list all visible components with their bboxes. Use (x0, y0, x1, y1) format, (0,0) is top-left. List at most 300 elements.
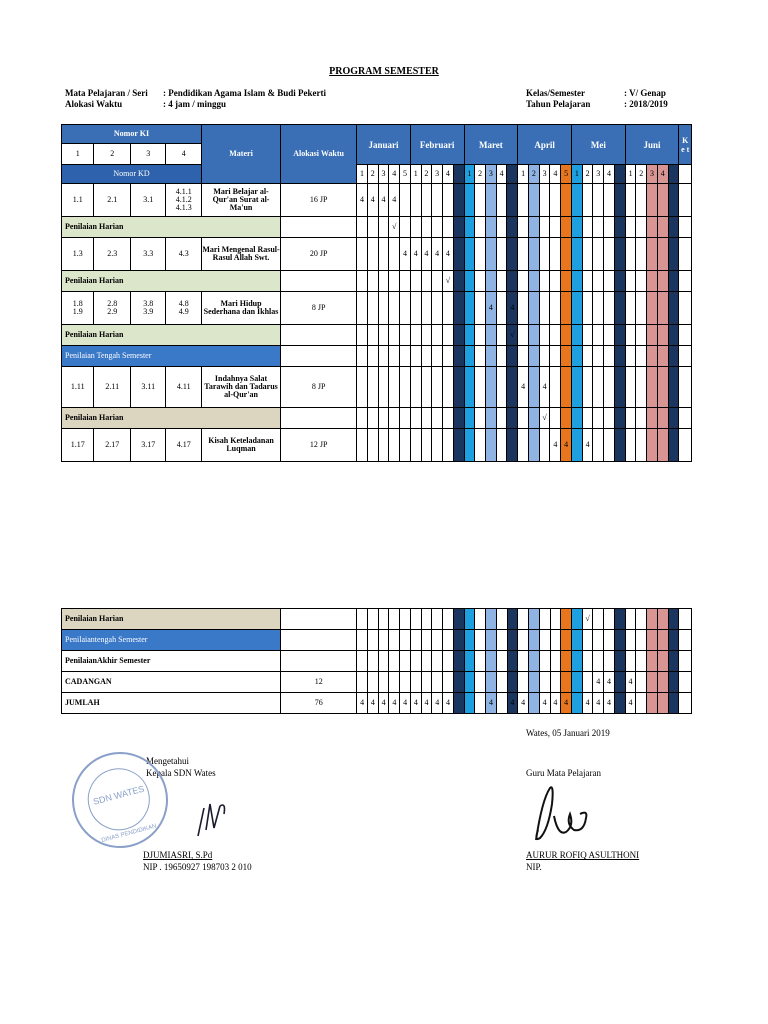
week-cell (561, 367, 572, 408)
week-cell (625, 271, 636, 292)
week-cell (432, 325, 443, 346)
week-cell (496, 367, 507, 408)
week-cell (539, 184, 550, 217)
week-cell: 4 (410, 693, 421, 714)
week-cell (367, 408, 378, 429)
mapel-label: Mata Pelajaran / Seri (65, 88, 148, 98)
week-cell (432, 429, 443, 462)
week-cell (410, 184, 421, 217)
week-cell (636, 292, 647, 325)
week-cell (400, 609, 411, 630)
week-cell (518, 429, 529, 462)
jp-cell (281, 630, 357, 651)
week-cell (367, 271, 378, 292)
week-cell (571, 609, 582, 630)
week-cell (550, 217, 561, 238)
week-cell (496, 408, 507, 429)
week-cell (410, 292, 421, 325)
week-cell (625, 325, 636, 346)
week-cell (421, 408, 432, 429)
table-row (62, 672, 692, 693)
week-cell (657, 346, 668, 367)
table-row (62, 408, 692, 429)
week-cell (432, 271, 443, 292)
week-cell (604, 408, 615, 429)
summary-table (61, 608, 692, 714)
week-cell (453, 429, 464, 462)
week-cell (636, 630, 647, 651)
week-cell (593, 325, 604, 346)
week-cell (668, 184, 679, 217)
week-cell (571, 271, 582, 292)
week-cell: 4 (625, 693, 636, 714)
week-cell (507, 651, 518, 672)
table-row (62, 367, 692, 408)
week-cell (443, 325, 454, 346)
materi-cell: Mari Belajar al-Qur'an Surat al-Ma'un (201, 184, 280, 217)
week-cell (636, 367, 647, 408)
kd-cell: 2.1 (94, 184, 131, 217)
ket-cell (679, 408, 692, 429)
week-cell (550, 271, 561, 292)
week-cell (593, 367, 604, 408)
week-cell (378, 238, 389, 271)
week-cell (496, 184, 507, 217)
week-cell (378, 630, 389, 651)
week-cell (571, 429, 582, 462)
week-cell (561, 609, 572, 630)
table-row (62, 217, 692, 238)
week-cell (486, 367, 497, 408)
week-cell (389, 367, 400, 408)
week-cell (443, 367, 454, 408)
week-cell (593, 346, 604, 367)
week-cell (496, 292, 507, 325)
week-cell (507, 408, 518, 429)
week-cell (518, 238, 529, 271)
week-cell: 4 (432, 693, 443, 714)
month-header: Maret (464, 125, 518, 165)
week-cell (668, 346, 679, 367)
week-cell (571, 651, 582, 672)
week-cell (518, 651, 529, 672)
week-cell (378, 271, 389, 292)
week-cell (378, 429, 389, 462)
week-cell (668, 217, 679, 238)
week-cell (550, 609, 561, 630)
week-cell (647, 651, 658, 672)
week-cell (550, 346, 561, 367)
week-cell (529, 609, 540, 630)
week-cell (421, 672, 432, 693)
week-cell (486, 609, 497, 630)
table-row (62, 325, 692, 346)
week-cell: 4 (593, 693, 604, 714)
week-cell (443, 292, 454, 325)
week-cell (582, 238, 593, 271)
week-cell (464, 693, 475, 714)
week-cell: 4 (389, 693, 400, 714)
week-cell (464, 346, 475, 367)
week-cell (529, 367, 540, 408)
week-cell (367, 325, 378, 346)
week-cell (421, 429, 432, 462)
week-cell (604, 271, 615, 292)
week-number: 2 (421, 165, 432, 184)
week-cell (647, 271, 658, 292)
week-number: 4 (550, 165, 561, 184)
week-cell (625, 429, 636, 462)
week-cell (614, 630, 625, 651)
ket-cell (679, 630, 692, 651)
week-cell (357, 292, 368, 325)
week-cell (529, 271, 540, 292)
week-cell (475, 429, 486, 462)
week-cell (550, 184, 561, 217)
week-cell (421, 184, 432, 217)
week-cell (464, 292, 475, 325)
week-cell (550, 325, 561, 346)
week-cell (389, 271, 400, 292)
table-row (62, 238, 692, 271)
week-number: 1 (571, 165, 582, 184)
week-cell (647, 346, 658, 367)
week-cell (443, 184, 454, 217)
week-cell (443, 630, 454, 651)
week-cell (464, 271, 475, 292)
jp-cell (281, 325, 357, 346)
week-cell (475, 630, 486, 651)
table-row (62, 184, 692, 217)
week-cell (357, 609, 368, 630)
week-cell (507, 630, 518, 651)
week-cell (464, 217, 475, 238)
week-cell (636, 651, 647, 672)
week-cell: 4 (550, 693, 561, 714)
week-cell (464, 367, 475, 408)
week-cell (593, 609, 604, 630)
week-cell (657, 630, 668, 651)
week-cell (486, 429, 497, 462)
week-cell (475, 184, 486, 217)
week-cell (432, 672, 443, 693)
week-cell (539, 238, 550, 271)
week-cell (507, 367, 518, 408)
week-cell (582, 217, 593, 238)
week-cell (668, 651, 679, 672)
assessment-label: Penilaian Tengah Semester (62, 346, 281, 367)
week-cell (561, 325, 572, 346)
week-cell (507, 609, 518, 630)
week-cell (604, 609, 615, 630)
week-cell (614, 651, 625, 672)
guru-name: AURUR ROFIQ ASULTHONI (526, 850, 640, 860)
week-cell (496, 651, 507, 672)
week-cell (604, 630, 615, 651)
tahun-label: Tahun Pelajaran (526, 99, 591, 109)
week-cell (475, 651, 486, 672)
week-cell (421, 367, 432, 408)
week-cell (561, 184, 572, 217)
week-cell (410, 651, 421, 672)
kd-cell: 4.1.1 4.1.2 4.1.3 (166, 184, 202, 217)
week-cell (529, 346, 540, 367)
week-cell (571, 693, 582, 714)
week-cell (571, 217, 582, 238)
week-cell (443, 429, 454, 462)
week-cell (625, 292, 636, 325)
ket-cell (679, 165, 692, 184)
ket-cell (679, 651, 692, 672)
week-cell (668, 693, 679, 714)
week-cell (657, 672, 668, 693)
guru-signature (530, 780, 600, 846)
week-cell (604, 429, 615, 462)
week-cell (636, 271, 647, 292)
week-cell (400, 346, 411, 367)
week-cell (657, 325, 668, 346)
week-cell (614, 429, 625, 462)
table-row (62, 271, 692, 292)
week-cell (496, 630, 507, 651)
kd-cell: 1.8 1.9 (62, 292, 94, 325)
week-cell (486, 651, 497, 672)
week-cell (453, 184, 464, 217)
week-cell (539, 271, 550, 292)
week-cell (614, 408, 625, 429)
ket-header: K e t (679, 125, 692, 165)
week-cell (625, 238, 636, 271)
week-cell: 4 (539, 367, 550, 408)
week-cell (518, 325, 529, 346)
week-cell (657, 429, 668, 462)
week-cell (593, 630, 604, 651)
week-cell (539, 292, 550, 325)
kd-cell: 3.11 (130, 367, 166, 408)
week-cell: 4 (432, 238, 443, 271)
week-cell (368, 609, 379, 630)
week-cell (507, 346, 518, 367)
week-cell (410, 217, 421, 238)
week-cell (464, 238, 475, 271)
week-cell (571, 292, 582, 325)
week-cell (432, 609, 443, 630)
kd-cell: 4.17 (166, 429, 202, 462)
week-cell (378, 325, 389, 346)
week-cell (453, 651, 464, 672)
week-cell (389, 609, 400, 630)
week-cell: 4 (550, 429, 561, 462)
week-cell (668, 325, 679, 346)
week-cell (453, 271, 464, 292)
week-cell (507, 429, 518, 462)
week-cell (529, 217, 540, 238)
jp-cell (281, 408, 357, 429)
week-cell (529, 325, 540, 346)
week-cell: √ (582, 609, 593, 630)
week-cell (539, 325, 550, 346)
week-cell (368, 630, 379, 651)
week-cell (604, 292, 615, 325)
week-cell (539, 651, 550, 672)
week-number: 4 (389, 165, 400, 184)
week-cell: 4 (593, 672, 604, 693)
materi-cell: Kisah Keteladanan Luqman (201, 429, 280, 462)
week-cell: 4 (486, 292, 497, 325)
week-cell (518, 408, 529, 429)
week-cell (400, 408, 411, 429)
week-cell (636, 184, 647, 217)
week-cell (475, 367, 486, 408)
week-cell (657, 693, 668, 714)
materi-header: Materi (201, 125, 280, 184)
week-cell (421, 346, 432, 367)
week-cell (410, 325, 421, 346)
kd-cell: 3.3 (130, 238, 166, 271)
week-number: 1 (357, 165, 368, 184)
week-cell: √ (507, 325, 518, 346)
week-cell (561, 238, 572, 271)
week-number: 3 (486, 165, 497, 184)
week-cell: 4 (357, 693, 368, 714)
kd-cell: 1.11 (62, 367, 94, 408)
week-cell (582, 346, 593, 367)
week-cell (496, 271, 507, 292)
week-cell (475, 346, 486, 367)
week-number: 5 (400, 165, 411, 184)
week-cell (657, 271, 668, 292)
week-cell (389, 429, 400, 462)
kelas-value: : V/ Genap (624, 88, 666, 98)
week-cell (647, 184, 658, 217)
week-cell (496, 693, 507, 714)
week-cell (432, 367, 443, 408)
kd-cell: 1.1 (62, 184, 94, 217)
alokasi-value: : 4 jam / minggu (163, 99, 226, 109)
week-cell (421, 651, 432, 672)
week-cell (421, 217, 432, 238)
week-cell (410, 367, 421, 408)
nomor-ki-header: Nomor KI (62, 125, 202, 144)
assessment-label: Penilaian Harian (62, 325, 281, 346)
week-cell (486, 346, 497, 367)
week-cell (582, 271, 593, 292)
week-number: 2 (636, 165, 647, 184)
kd-cell: 3.1 (130, 184, 166, 217)
week-cell (432, 184, 443, 217)
week-cell (636, 609, 647, 630)
week-number: 1 (625, 165, 636, 184)
week-cell (614, 238, 625, 271)
week-cell (614, 367, 625, 408)
assessment-label: PenilaianAkhir Semester (62, 651, 281, 672)
week-cell: 4 (507, 292, 518, 325)
week-cell (604, 346, 615, 367)
week-number: 3 (647, 165, 658, 184)
week-cell (400, 429, 411, 462)
week-cell (357, 271, 368, 292)
week-cell (604, 325, 615, 346)
week-cell: 4 (443, 238, 454, 271)
week-cell (604, 367, 615, 408)
week-cell (378, 292, 389, 325)
week-cell (410, 609, 421, 630)
kd-cell: 1.17 (62, 429, 94, 462)
ket-cell (679, 217, 692, 238)
week-cell (389, 325, 400, 346)
ki-number: 3 (130, 144, 166, 165)
week-cell (389, 630, 400, 651)
week-number: 3 (593, 165, 604, 184)
week-cell (625, 408, 636, 429)
head-row (62, 125, 692, 144)
week-cell (582, 367, 593, 408)
week-cell (668, 408, 679, 429)
week-cell (518, 346, 529, 367)
week-cell (593, 271, 604, 292)
week-cell (647, 609, 658, 630)
week-cell (561, 630, 572, 651)
week-cell (614, 271, 625, 292)
week-cell (604, 217, 615, 238)
week-cell (657, 217, 668, 238)
week-cell (561, 271, 572, 292)
week-cell (647, 238, 658, 271)
week-number (614, 165, 625, 184)
week-number: 1 (518, 165, 529, 184)
week-cell (357, 217, 368, 238)
week-cell (357, 367, 368, 408)
week-cell (647, 630, 658, 651)
week-cell (668, 367, 679, 408)
ki-number: 1 (62, 144, 94, 165)
week-cell: 4 (604, 693, 615, 714)
week-cell (400, 630, 411, 651)
week-cell (636, 672, 647, 693)
week-number: 2 (529, 165, 540, 184)
week-number: 4 (496, 165, 507, 184)
ki-number: 4 (166, 144, 202, 165)
week-cell (367, 238, 378, 271)
week-cell (550, 672, 561, 693)
jp-cell: 76 (281, 693, 357, 714)
week-cell (518, 184, 529, 217)
week-cell (614, 609, 625, 630)
week-cell (507, 217, 518, 238)
assessment-label: Penilaian Harian (62, 271, 281, 292)
week-cell (539, 346, 550, 367)
week-cell (571, 630, 582, 651)
week-cell (614, 693, 625, 714)
week-cell: 4 (367, 184, 378, 217)
head-row (62, 165, 692, 184)
week-cell (367, 346, 378, 367)
week-cell (464, 651, 475, 672)
week-number: 3 (378, 165, 389, 184)
week-number: 2 (475, 165, 486, 184)
week-cell (571, 238, 582, 271)
week-cell (518, 271, 529, 292)
alokasi-label: Alokasi Waktu (65, 99, 123, 109)
week-cell (614, 217, 625, 238)
week-cell (529, 693, 540, 714)
week-cell (453, 217, 464, 238)
header-left (65, 88, 326, 110)
week-number: 1 (410, 165, 421, 184)
week-cell (421, 630, 432, 651)
week-cell (389, 238, 400, 271)
week-cell: 4 (582, 429, 593, 462)
